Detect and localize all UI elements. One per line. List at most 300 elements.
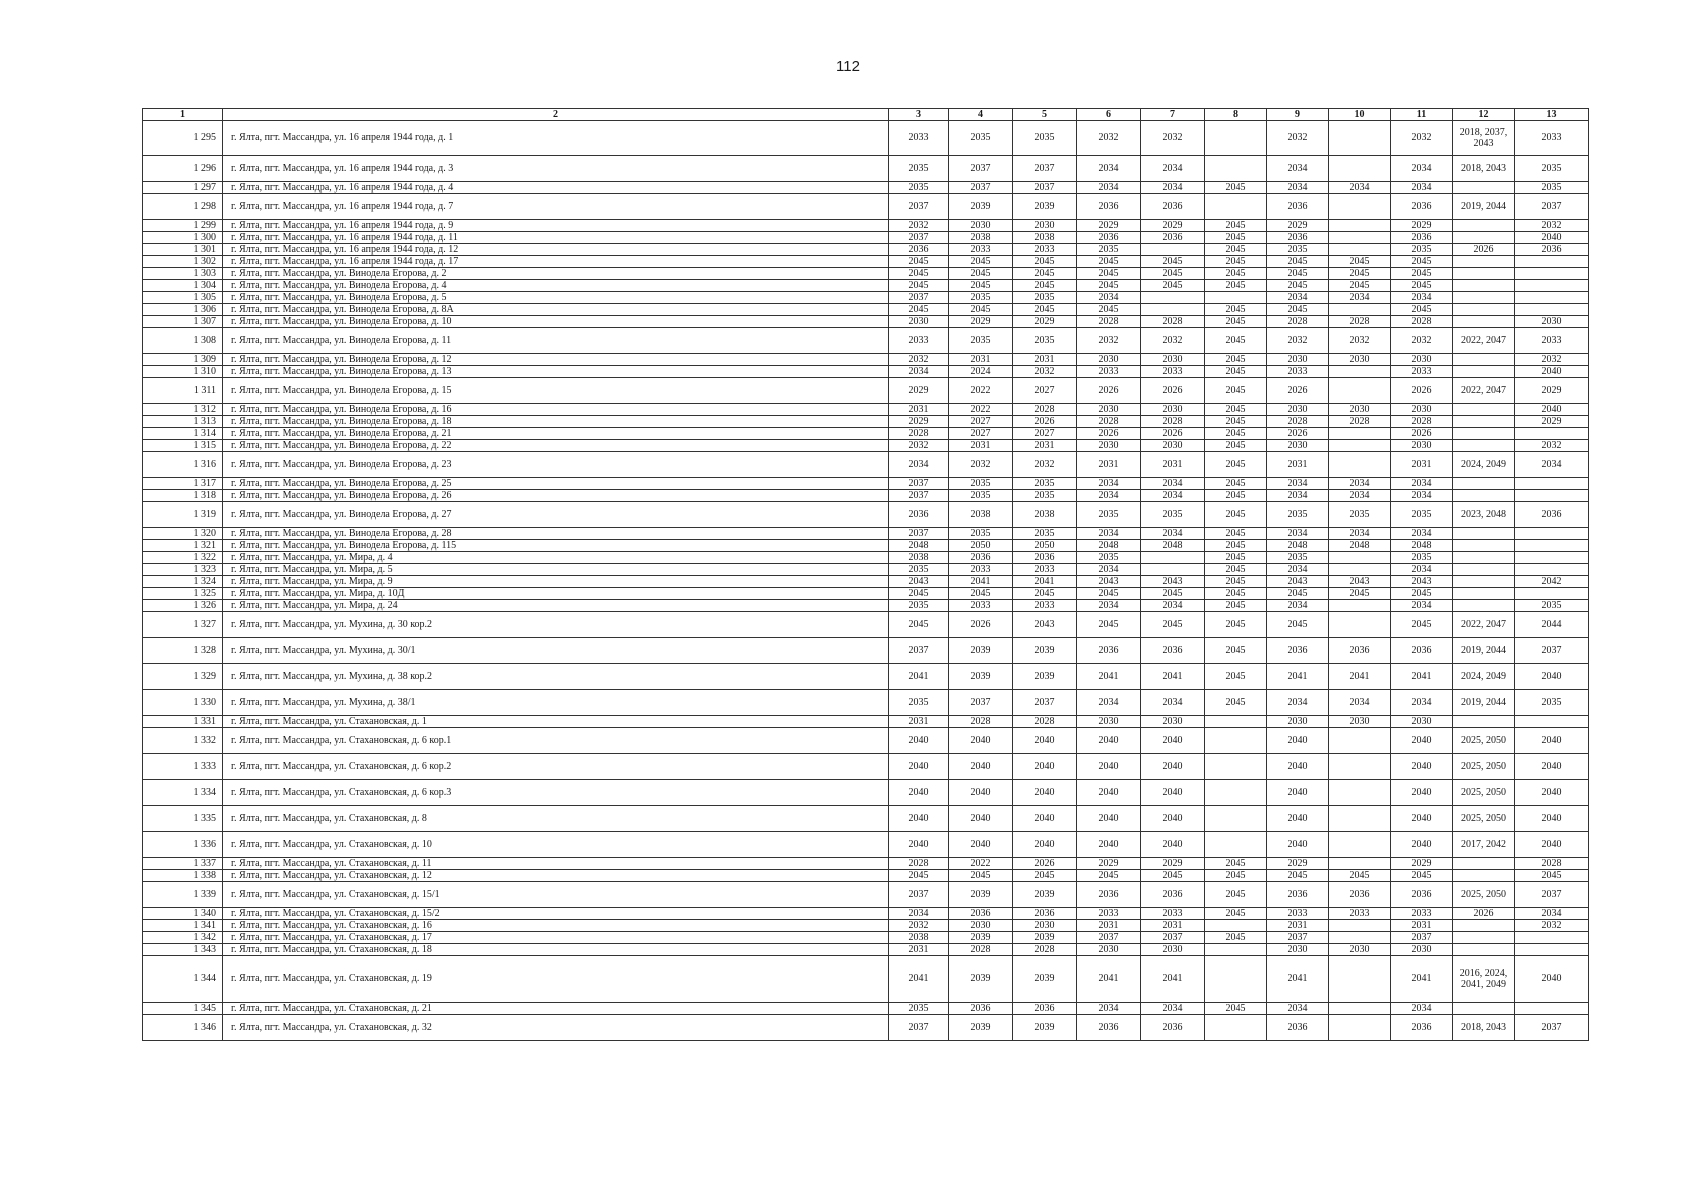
year-cell: 2031 [1013, 440, 1077, 452]
year-cell: 2028 [1267, 416, 1329, 428]
year-cell [1515, 588, 1589, 600]
year-cell: 2030 [1391, 944, 1453, 956]
year-cell: 2033 [1515, 121, 1589, 156]
year-cell: 2039 [1013, 956, 1077, 1003]
year-cell: 2030 [1267, 440, 1329, 452]
year-cell: 2036 [949, 1003, 1013, 1015]
column-header: 1 [143, 109, 223, 121]
year-cell [1453, 490, 1515, 502]
year-cell: 2045 [1205, 908, 1267, 920]
year-cell: 2037 [889, 638, 949, 664]
year-cell: 2039 [949, 956, 1013, 1003]
year-cell: 2036 [949, 552, 1013, 564]
year-cell: 2035 [1391, 552, 1453, 564]
year-cell: 2040 [949, 728, 1013, 754]
row-number: 1 321 [143, 540, 223, 552]
year-cell: 2045 [1205, 564, 1267, 576]
year-cell: 2044 [1515, 612, 1589, 638]
table-row [143, 908, 1589, 920]
year-cell: 2045 [1205, 452, 1267, 478]
year-cell: 2045 [1205, 304, 1267, 316]
year-cell: 2048 [1329, 540, 1391, 552]
year-cell: 2032 [1077, 121, 1141, 156]
year-cell: 2035 [1013, 478, 1077, 490]
year-cell [1453, 220, 1515, 232]
year-cell: 2035 [1013, 121, 1077, 156]
year-cell: 2041 [1391, 956, 1453, 1003]
year-cell [1329, 121, 1391, 156]
year-cell: 2036 [889, 502, 949, 528]
row-number: 1 322 [143, 552, 223, 564]
year-cell: 2035 [1267, 502, 1329, 528]
year-cell: 2039 [1013, 664, 1077, 690]
row-number: 1 335 [143, 806, 223, 832]
year-cell: 2031 [1013, 354, 1077, 366]
address-cell: г. Ялта, пгт. Массандра, ул. Стахановская, д. 10 [223, 832, 889, 858]
year-cell: 2040 [1391, 754, 1453, 780]
year-cell [1141, 564, 1205, 576]
year-cell: 2037 [949, 156, 1013, 182]
year-cell [1329, 956, 1391, 1003]
year-cell: 2045 [1205, 232, 1267, 244]
year-cell: 2037 [889, 232, 949, 244]
year-cell [1453, 366, 1515, 378]
row-number: 1 305 [143, 292, 223, 304]
address-cell: г. Ялта, пгт. Массандра, ул. Винодела Егорова, д. 25 [223, 478, 889, 490]
year-cell: 2025, 2050 [1453, 806, 1515, 832]
year-cell: 2034 [1267, 490, 1329, 502]
year-cell [1453, 280, 1515, 292]
address-cell: г. Ялта, пгт. Массандра, ул. Стахановская, д. 6 кор.1 [223, 728, 889, 754]
year-cell: 2028 [1515, 858, 1589, 870]
year-cell [1141, 244, 1205, 256]
year-cell [1329, 728, 1391, 754]
year-cell: 2034 [1077, 156, 1141, 182]
table-row [143, 502, 1589, 528]
year-cell: 2040 [1515, 664, 1589, 690]
year-cell: 2036 [1141, 638, 1205, 664]
year-cell: 2034 [1267, 690, 1329, 716]
year-cell: 2043 [1013, 612, 1077, 638]
address-cell: г. Ялта, пгт. Массандра, ул. 16 апреля 1944 года, д. 9 [223, 220, 889, 232]
address-cell: г. Ялта, пгт. Массандра, ул. Мухина, д. 30 кор.2 [223, 612, 889, 638]
year-cell: 2024, 2049 [1453, 664, 1515, 690]
table-row [143, 540, 1589, 552]
year-cell: 2045 [1391, 304, 1453, 316]
year-cell: 2034 [1329, 490, 1391, 502]
year-cell: 2035 [1013, 490, 1077, 502]
year-cell [1205, 292, 1267, 304]
year-cell [1329, 440, 1391, 452]
header-row [143, 109, 1589, 121]
table-row [143, 244, 1589, 256]
year-cell: 2035 [949, 490, 1013, 502]
column-header: 7 [1141, 109, 1205, 121]
year-cell: 2040 [1141, 806, 1205, 832]
row-number: 1 326 [143, 600, 223, 612]
year-cell: 2032 [1013, 366, 1077, 378]
year-cell: 2040 [1077, 754, 1141, 780]
year-cell: 2045 [1391, 612, 1453, 638]
year-cell: 2045 [1205, 576, 1267, 588]
address-cell: г. Ялта, пгт. Массандра, ул. 16 апреля 1944 года, д. 3 [223, 156, 889, 182]
year-cell: 2028 [949, 944, 1013, 956]
year-cell: 2048 [889, 540, 949, 552]
year-cell: 2030 [1013, 220, 1077, 232]
year-cell: 2037 [889, 490, 949, 502]
year-cell: 2030 [1329, 944, 1391, 956]
year-cell: 2041 [1077, 956, 1141, 1003]
year-cell: 2031 [1077, 920, 1141, 932]
year-cell [1205, 1015, 1267, 1041]
year-cell: 2036 [1267, 232, 1329, 244]
table-row [143, 292, 1589, 304]
year-cell: 2038 [889, 552, 949, 564]
row-number: 1 329 [143, 664, 223, 690]
year-cell: 2037 [1077, 932, 1141, 944]
year-cell [1205, 956, 1267, 1003]
year-cell [1453, 858, 1515, 870]
year-cell: 2045 [1205, 220, 1267, 232]
row-number: 1 301 [143, 244, 223, 256]
year-cell [1453, 478, 1515, 490]
address-cell: г. Ялта, пгт. Массандра, ул. Стахановская, д. 1 [223, 716, 889, 728]
year-cell: 2034 [1077, 478, 1141, 490]
year-cell: 2034 [1391, 478, 1453, 490]
year-cell [1329, 564, 1391, 576]
table-row [143, 304, 1589, 316]
year-cell: 2045 [1205, 490, 1267, 502]
year-cell: 2036 [1077, 882, 1141, 908]
year-cell: 2036 [1077, 232, 1141, 244]
row-number: 1 336 [143, 832, 223, 858]
year-cell: 2034 [1141, 478, 1205, 490]
year-cell: 2033 [1515, 328, 1589, 354]
row-number: 1 304 [143, 280, 223, 292]
address-cell: г. Ялта, пгт. Массандра, ул. Мухина, д. 30/1 [223, 638, 889, 664]
address-cell: г. Ялта, пгт. Массандра, ул. Стахановская, д. 15/2 [223, 908, 889, 920]
year-cell: 2034 [1077, 564, 1141, 576]
year-cell [1515, 564, 1589, 576]
year-cell: 2030 [1391, 354, 1453, 366]
year-cell: 2034 [1141, 490, 1205, 502]
table-row [143, 754, 1589, 780]
year-cell: 2029 [1141, 220, 1205, 232]
year-cell: 2045 [1329, 268, 1391, 280]
year-cell: 2037 [1267, 932, 1329, 944]
row-number: 1 339 [143, 882, 223, 908]
year-cell: 2028 [1077, 416, 1141, 428]
year-cell: 2045 [949, 268, 1013, 280]
table-row [143, 638, 1589, 664]
year-cell: 2037 [889, 194, 949, 220]
row-number: 1 341 [143, 920, 223, 932]
year-cell: 2036 [1141, 194, 1205, 220]
row-number: 1 306 [143, 304, 223, 316]
year-cell: 2024, 2049 [1453, 452, 1515, 478]
year-cell: 2035 [1077, 552, 1141, 564]
year-cell: 2040 [1515, 754, 1589, 780]
year-cell: 2034 [889, 452, 949, 478]
row-number: 1 309 [143, 354, 223, 366]
address-cell: г. Ялта, пгт. Массандра, ул. Стахановская, д. 6 кор.3 [223, 780, 889, 806]
year-cell: 2045 [1013, 870, 1077, 882]
year-cell: 2040 [1013, 728, 1077, 754]
year-cell: 2033 [1013, 244, 1077, 256]
year-cell: 2035 [1515, 156, 1589, 182]
year-cell: 2036 [1329, 882, 1391, 908]
year-cell [1329, 920, 1391, 932]
year-cell: 2026 [1013, 858, 1077, 870]
year-cell: 2045 [1205, 612, 1267, 638]
year-cell: 2045 [1077, 304, 1141, 316]
year-cell: 2040 [1267, 754, 1329, 780]
address-cell: г. Ялта, пгт. Массандра, ул. Стахановская, д. 6 кор.2 [223, 754, 889, 780]
year-cell: 2027 [1013, 428, 1077, 440]
year-cell: 2033 [1391, 908, 1453, 920]
year-cell: 2040 [889, 832, 949, 858]
year-cell: 2035 [889, 182, 949, 194]
table-row [143, 428, 1589, 440]
year-cell: 2034 [1267, 600, 1329, 612]
year-cell: 2037 [949, 182, 1013, 194]
year-cell: 2045 [1077, 870, 1141, 882]
year-cell: 2035 [1267, 244, 1329, 256]
year-cell: 2027 [1013, 378, 1077, 404]
year-cell: 2028 [889, 858, 949, 870]
table-row [143, 920, 1589, 932]
year-cell: 2033 [949, 564, 1013, 576]
year-cell: 2039 [949, 664, 1013, 690]
year-cell: 2035 [1013, 292, 1077, 304]
year-cell: 2040 [889, 728, 949, 754]
year-cell: 2025, 2050 [1453, 882, 1515, 908]
year-cell: 2036 [889, 244, 949, 256]
year-cell: 2048 [1141, 540, 1205, 552]
year-cell [1141, 292, 1205, 304]
year-cell: 2035 [889, 1003, 949, 1015]
year-cell: 2045 [889, 870, 949, 882]
year-cell: 2031 [1391, 452, 1453, 478]
year-cell [1515, 552, 1589, 564]
year-cell: 2038 [949, 502, 1013, 528]
year-cell: 2033 [1141, 366, 1205, 378]
address-cell: г. Ялта, пгт. Массандра, ул. Винодела Егорова, д. 16 [223, 404, 889, 416]
year-cell: 2045 [1205, 478, 1267, 490]
year-cell: 2032 [1515, 220, 1589, 232]
row-number: 1 346 [143, 1015, 223, 1041]
year-cell: 2030 [1267, 944, 1329, 956]
year-cell: 2033 [1077, 908, 1141, 920]
row-number: 1 342 [143, 932, 223, 944]
year-cell: 2045 [1267, 280, 1329, 292]
year-cell: 2036 [1267, 1015, 1329, 1041]
year-cell [1453, 416, 1515, 428]
year-cell [1453, 428, 1515, 440]
year-cell: 2037 [889, 292, 949, 304]
year-cell [1329, 806, 1391, 832]
table-row [143, 956, 1589, 1003]
year-cell: 2036 [1329, 638, 1391, 664]
year-cell: 2030 [1077, 944, 1141, 956]
year-cell [1515, 304, 1589, 316]
year-cell: 2031 [889, 944, 949, 956]
row-number: 1 299 [143, 220, 223, 232]
year-cell: 2036 [949, 908, 1013, 920]
year-cell: 2033 [889, 328, 949, 354]
year-cell: 2035 [889, 156, 949, 182]
year-cell: 2040 [949, 780, 1013, 806]
year-cell: 2045 [1205, 664, 1267, 690]
address-cell: г. Ялта, пгт. Массандра, ул. 16 апреля 1944 года, д. 4 [223, 182, 889, 194]
year-cell: 2034 [1391, 182, 1453, 194]
year-cell: 2033 [1267, 366, 1329, 378]
year-cell: 2029 [1141, 858, 1205, 870]
year-cell [1329, 780, 1391, 806]
year-cell [1329, 156, 1391, 182]
year-cell: 2045 [1205, 638, 1267, 664]
year-cell: 2039 [1013, 882, 1077, 908]
year-cell: 2045 [1391, 280, 1453, 292]
year-cell: 2032 [889, 354, 949, 366]
year-cell: 2045 [1205, 588, 1267, 600]
row-number: 1 324 [143, 576, 223, 588]
year-cell: 2040 [1515, 366, 1589, 378]
year-cell: 2030 [1267, 404, 1329, 416]
year-cell: 2035 [1077, 244, 1141, 256]
year-cell: 2045 [889, 256, 949, 268]
table-row [143, 316, 1589, 328]
year-cell: 2035 [1141, 502, 1205, 528]
year-cell: 2040 [1391, 728, 1453, 754]
year-cell [1329, 858, 1391, 870]
year-cell: 2036 [1391, 638, 1453, 664]
year-cell: 2034 [1267, 292, 1329, 304]
year-cell: 2035 [1013, 528, 1077, 540]
table-row [143, 182, 1589, 194]
year-cell: 2045 [1329, 870, 1391, 882]
table-row [143, 528, 1589, 540]
year-cell: 2036 [1267, 194, 1329, 220]
year-cell: 2048 [1267, 540, 1329, 552]
year-cell: 2045 [1205, 858, 1267, 870]
year-cell: 2045 [1329, 256, 1391, 268]
year-cell [1205, 156, 1267, 182]
address-cell: г. Ялта, пгт. Массандра, ул. 16 апреля 1944 года, д. 7 [223, 194, 889, 220]
year-cell: 2045 [1141, 256, 1205, 268]
year-cell: 2032 [1267, 121, 1329, 156]
row-number: 1 308 [143, 328, 223, 354]
table-row [143, 932, 1589, 944]
table-row [143, 870, 1589, 882]
column-header: 6 [1077, 109, 1141, 121]
year-cell [1329, 232, 1391, 244]
year-cell: 2040 [1141, 728, 1205, 754]
year-cell: 2039 [1013, 932, 1077, 944]
year-cell [1453, 528, 1515, 540]
row-number: 1 323 [143, 564, 223, 576]
table-row [143, 268, 1589, 280]
year-cell: 2027 [949, 428, 1013, 440]
year-cell [1329, 1015, 1391, 1041]
year-cell: 2038 [889, 932, 949, 944]
year-cell [1453, 232, 1515, 244]
year-cell [1453, 588, 1515, 600]
year-cell: 2038 [1013, 502, 1077, 528]
year-cell: 2026 [1391, 378, 1453, 404]
table-row [143, 490, 1589, 502]
year-cell: 2026 [949, 612, 1013, 638]
year-cell: 2043 [889, 576, 949, 588]
address-cell: г. Ялта, пгт. Массандра, ул. Стахановская, д. 11 [223, 858, 889, 870]
year-cell: 2039 [949, 194, 1013, 220]
year-cell: 2040 [1141, 754, 1205, 780]
year-cell: 2040 [1515, 728, 1589, 754]
year-cell: 2045 [1205, 354, 1267, 366]
year-cell [1141, 552, 1205, 564]
year-cell: 2036 [1267, 638, 1329, 664]
year-cell: 2030 [1267, 716, 1329, 728]
year-cell: 2032 [1391, 328, 1453, 354]
year-cell: 2028 [1013, 944, 1077, 956]
year-cell: 2037 [1515, 882, 1589, 908]
year-cell: 2040 [1267, 806, 1329, 832]
table-row [143, 806, 1589, 832]
year-cell: 2036 [1267, 882, 1329, 908]
year-cell [1205, 806, 1267, 832]
year-cell [1329, 932, 1391, 944]
table-row [143, 256, 1589, 268]
table-row [143, 716, 1589, 728]
address-cell: г. Ялта, пгт. Массандра, ул. Мухина, д. 38 кор.2 [223, 664, 889, 690]
data-table [142, 108, 1589, 1041]
year-cell: 2030 [949, 920, 1013, 932]
address-cell: г. Ялта, пгт. Массандра, ул. 16 апреля 1944 года, д. 1 [223, 121, 889, 156]
year-cell: 2033 [889, 121, 949, 156]
row-number: 1 295 [143, 121, 223, 156]
year-cell: 2045 [949, 588, 1013, 600]
address-cell: г. Ялта, пгт. Массандра, ул. Винодела Егорова, д. 13 [223, 366, 889, 378]
year-cell [1329, 452, 1391, 478]
year-cell [1515, 716, 1589, 728]
address-cell: г. Ялта, пгт. Массандра, ул. Стахановская, д. 32 [223, 1015, 889, 1041]
year-cell: 2039 [1013, 638, 1077, 664]
column-header: 9 [1267, 109, 1329, 121]
year-cell: 2030 [1013, 920, 1077, 932]
year-cell [1329, 194, 1391, 220]
year-cell: 2045 [949, 280, 1013, 292]
year-cell [1515, 490, 1589, 502]
year-cell [1453, 316, 1515, 328]
year-cell: 2030 [1391, 440, 1453, 452]
row-number: 1 296 [143, 156, 223, 182]
year-cell [1453, 268, 1515, 280]
year-cell: 2033 [1329, 908, 1391, 920]
year-cell [1453, 292, 1515, 304]
year-cell: 2034 [1077, 600, 1141, 612]
year-cell: 2029 [1267, 220, 1329, 232]
year-cell: 2026 [1267, 428, 1329, 440]
year-cell: 2028 [1329, 316, 1391, 328]
year-cell: 2045 [1205, 552, 1267, 564]
year-cell: 2025, 2050 [1453, 754, 1515, 780]
row-number: 1 340 [143, 908, 223, 920]
address-cell: г. Ялта, пгт. Массандра, ул. 16 апреля 1944 года, д. 11 [223, 232, 889, 244]
year-cell: 2031 [1141, 452, 1205, 478]
year-cell: 2036 [1077, 638, 1141, 664]
table-row [143, 378, 1589, 404]
year-cell: 2037 [949, 690, 1013, 716]
